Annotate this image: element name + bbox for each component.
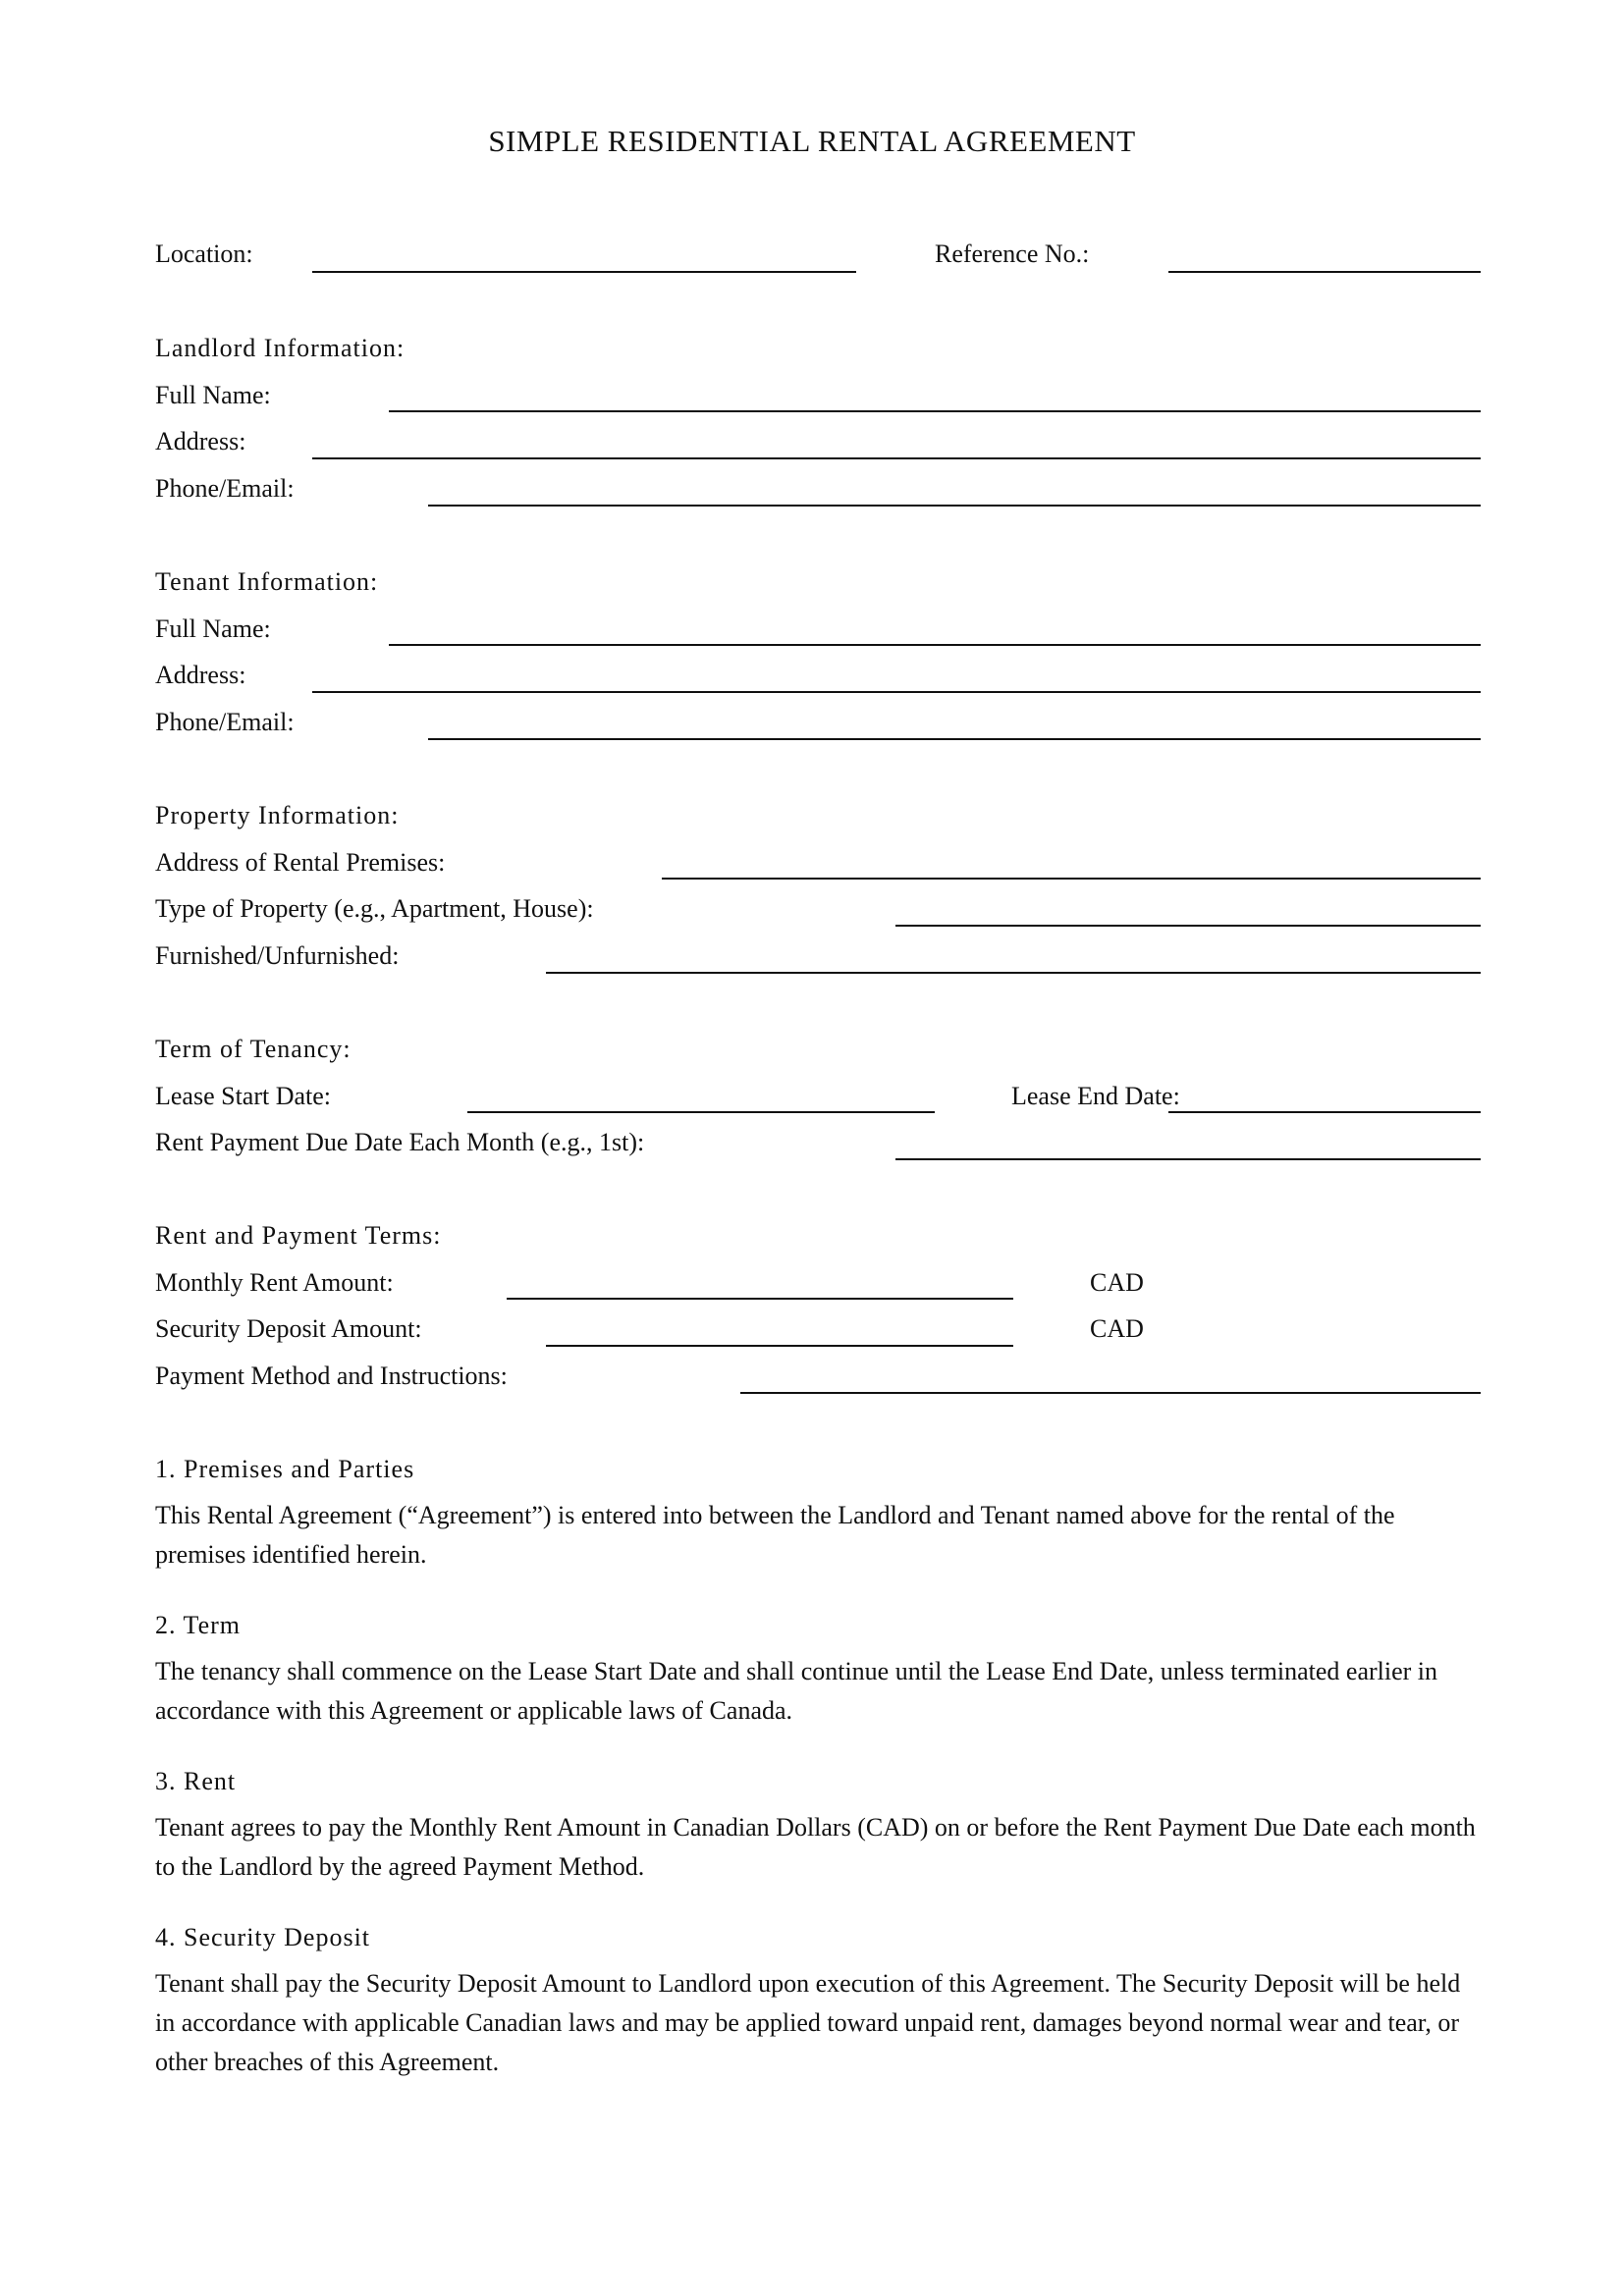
clause-1-body: This Rental Agreement (“Agreement”) is entered into between the Landlord and Tenant named above for the rental of the premises identified herein. (155, 1501, 1395, 1569)
term-heading: Term of Tenancy: (155, 1035, 352, 1063)
reference-field[interactable] (1168, 271, 1481, 273)
landlord-name-label: Full Name: (155, 381, 271, 409)
landlord-address-label: Address: (155, 427, 246, 455)
clause-4-body: Tenant shall pay the Security Deposit Amount to Landlord upon execution of this Agreement. The Security Deposit will be held in accordance with applicable Canadian laws and may be applied toward unpaid rent, damages beyond normal wear and tear, or other breaches of this Agreement. (155, 1969, 1461, 2076)
monthly-rent-field[interactable] (507, 1298, 1013, 1300)
payment-method-field[interactable] (740, 1392, 1481, 1394)
tenant-name-label: Full Name: (155, 614, 271, 643)
landlord-name-field[interactable] (389, 410, 1481, 412)
deposit-label: Security Deposit Amount: (155, 1314, 422, 1343)
landlord-contact-field[interactable] (428, 505, 1481, 507)
document-title: SIMPLE RESIDENTIAL RENTAL AGREEMENT (488, 124, 1136, 158)
property-address-label: Address of Rental Premises: (155, 848, 446, 877)
lease-end-field[interactable] (1168, 1111, 1481, 1113)
property-type-field[interactable] (895, 925, 1481, 927)
tenant-address-field[interactable] (312, 691, 1481, 693)
clause-2-body: The tenancy shall commence on the Lease Start Date and shall continue until the Lease End Date, unless terminated earlier in accordance with this Agreement or applicable laws of Canada. (155, 1657, 1438, 1725)
landlord-contact-label: Phone/Email: (155, 474, 295, 503)
tenant-contact-label: Phone/Email: (155, 708, 295, 736)
lease-end-label: Lease End Date: (1011, 1082, 1180, 1110)
deposit-field[interactable] (546, 1345, 1013, 1347)
clause-3-heading: 3. Rent (155, 1767, 237, 1795)
property-type-label: Type of Property (e.g., Apartment, House): (155, 894, 594, 923)
furnished-field[interactable] (546, 972, 1481, 974)
lease-start-field[interactable] (467, 1111, 935, 1113)
payment-method-label: Payment Method and Instructions: (155, 1362, 508, 1390)
location-label: Location: (155, 240, 253, 268)
deposit-currency: CAD (1090, 1314, 1144, 1343)
clause-3-text (155, 1808, 1481, 1887)
tenant-address-label: Address: (155, 661, 246, 689)
clause-3-body: Tenant agrees to pay the Monthly Rent Amount in Canadian Dollars (CAD) on or before the Rent Payment Due Date each month to the Landlord by the agreed Payment Method. (155, 1813, 1476, 1881)
tenant-contact-field[interactable] (428, 738, 1481, 740)
rent-terms-heading: Rent and Payment Terms: (155, 1221, 442, 1250)
clause-2-text (155, 1652, 1481, 1731)
landlord-heading: Landlord Information: (155, 334, 406, 362)
tenant-heading: Tenant Information: (155, 567, 379, 596)
reference-label: Reference No.: (935, 240, 1090, 268)
furnished-label: Furnished/Unfurnished: (155, 941, 400, 970)
property-heading: Property Information: (155, 801, 400, 829)
landlord-address-field[interactable] (312, 457, 1481, 459)
location-field[interactable] (312, 271, 856, 273)
clause-2-heading: 2. Term (155, 1611, 242, 1639)
monthly-rent-label: Monthly Rent Amount: (155, 1268, 394, 1297)
tenant-name-field[interactable] (389, 644, 1481, 646)
clause-1-heading: 1. Premises and Parties (155, 1455, 415, 1483)
lease-start-label: Lease Start Date: (155, 1082, 332, 1110)
clause-1-text (155, 1496, 1481, 1575)
clause-4-heading: 4. Security Deposit (155, 1923, 371, 1951)
due-date-field[interactable] (895, 1158, 1481, 1160)
monthly-rent-currency: CAD (1090, 1268, 1144, 1297)
property-address-field[interactable] (662, 878, 1481, 880)
clause-4-text (155, 1964, 1481, 2082)
due-date-label: Rent Payment Due Date Each Month (e.g., 1st): (155, 1128, 645, 1156)
